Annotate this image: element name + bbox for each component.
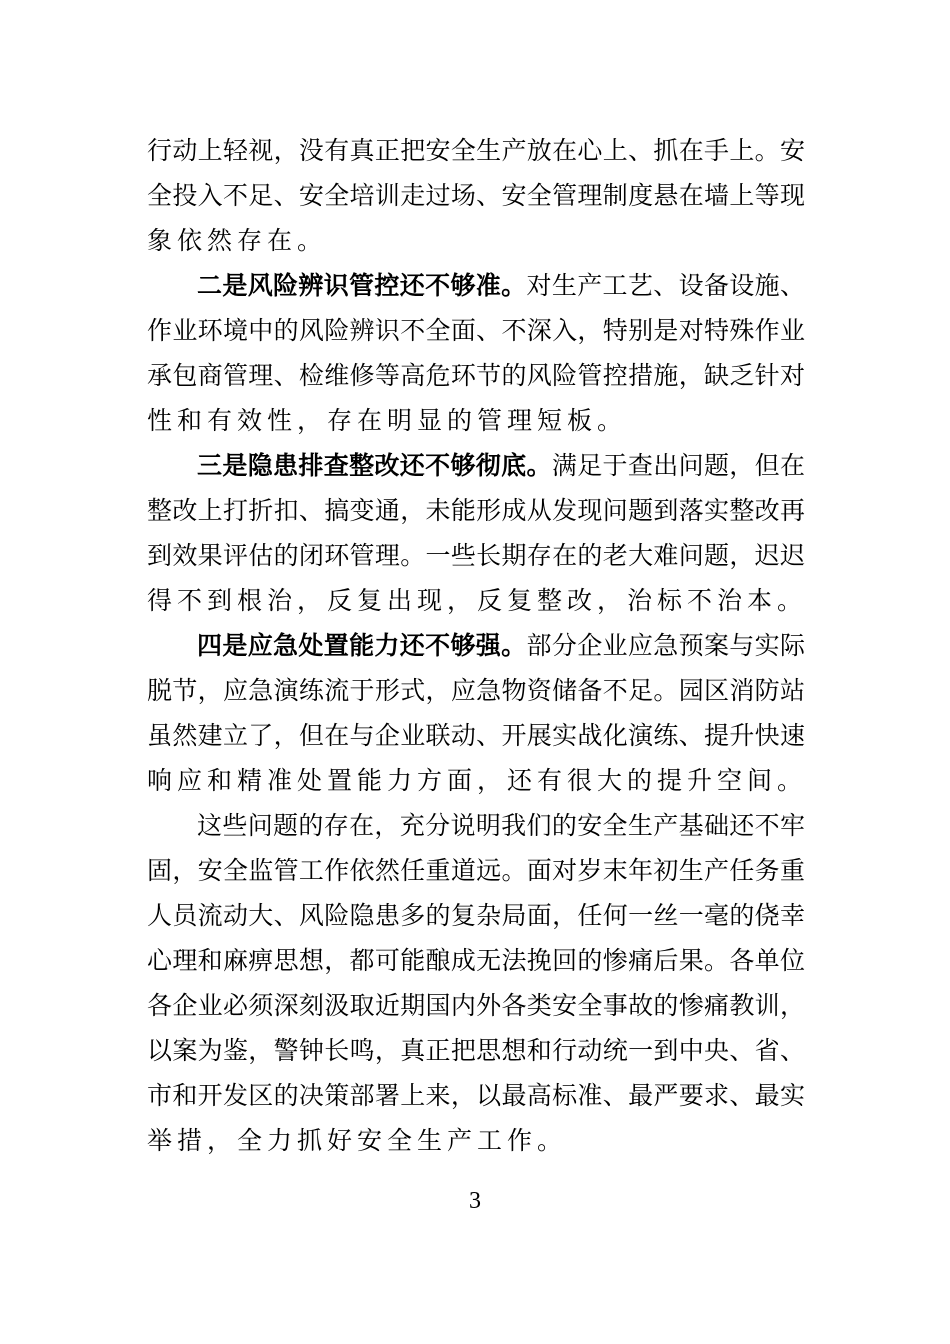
text-line: 得不到根治，反复出现，反复整改，治标不治本。 [147,586,808,615]
text-line: 举措，全力抓好安全生产工作。 [147,1126,568,1155]
text-line: 全投入不足、安全培训走过场、安全管理制度悬在墙上等现 [147,181,805,210]
heading-lead: 四是应急处置能力还不够强。 [197,631,527,660]
text-line: 人员流动大、风险隐患多的复杂局面，任何一丝一毫的侥幸 [147,901,805,930]
heading-lead: 三是隐患排查整改还不够彻底。 [197,451,552,480]
text-line: 脱节，应急演练流于形式，应急物资储备不足。园区消防站 [147,676,805,705]
text-line: 四是应急处置能力还不够强。部分企业应急预案与实际 [197,631,805,660]
text-line: 性和有效性，存在明显的管理短板。 [147,406,628,435]
text-line: 二是风险辨识管控还不够准。对生产工艺、设备设施、 [197,271,805,300]
text-line: 到效果评估的闭环管理。一些长期存在的老大难问题，迟迟 [147,541,805,570]
text-line: 市和开发区的决策部署上来，以最高标准、最严要求、最实 [147,1081,805,1110]
text-line: 作业环境中的风险辨识不全面、不深入，特别是对特殊作业 [147,316,805,345]
text-line: 虽然建立了，但在与企业联动、开展实战化演练、提升快速 [147,721,805,750]
heading-lead: 二是风险辨识管控还不够准。 [197,271,527,300]
text-line: 整改上打折扣、搞变通，未能形成从发现问题到落实整改再 [147,496,805,525]
text-line: 以案为鉴，警钟长鸣，真正把思想和行动统一到中央、省、 [147,1036,805,1065]
text-line: 承包商管理、检维修等高危环节的风险管控措施，缺乏针对 [147,361,805,390]
text-line: 各企业必须深刻汲取近期国内外各类安全事故的惨痛教训， [147,991,805,1020]
page-number: 3 [469,1188,481,1214]
text-line: 响应和精准处置能力方面，还有很大的提升空间。 [147,766,808,795]
text-line: 固，安全监管工作依然任重道远。面对岁末年初生产任务重 [147,856,805,885]
text-line: 行动上轻视，没有真正把安全生产放在心上、抓在手上。安 [147,136,805,165]
text-line: 象依然存在。 [147,226,328,255]
text-line: 心理和麻痹思想，都可能酿成无法挽回的惨痛后果。各单位 [147,946,805,975]
text-line: 三是隐患排查整改还不够彻底。满足于查出问题，但在 [197,451,805,480]
text-line: 这些问题的存在，充分说明我们的安全生产基础还不牢 [197,811,805,840]
